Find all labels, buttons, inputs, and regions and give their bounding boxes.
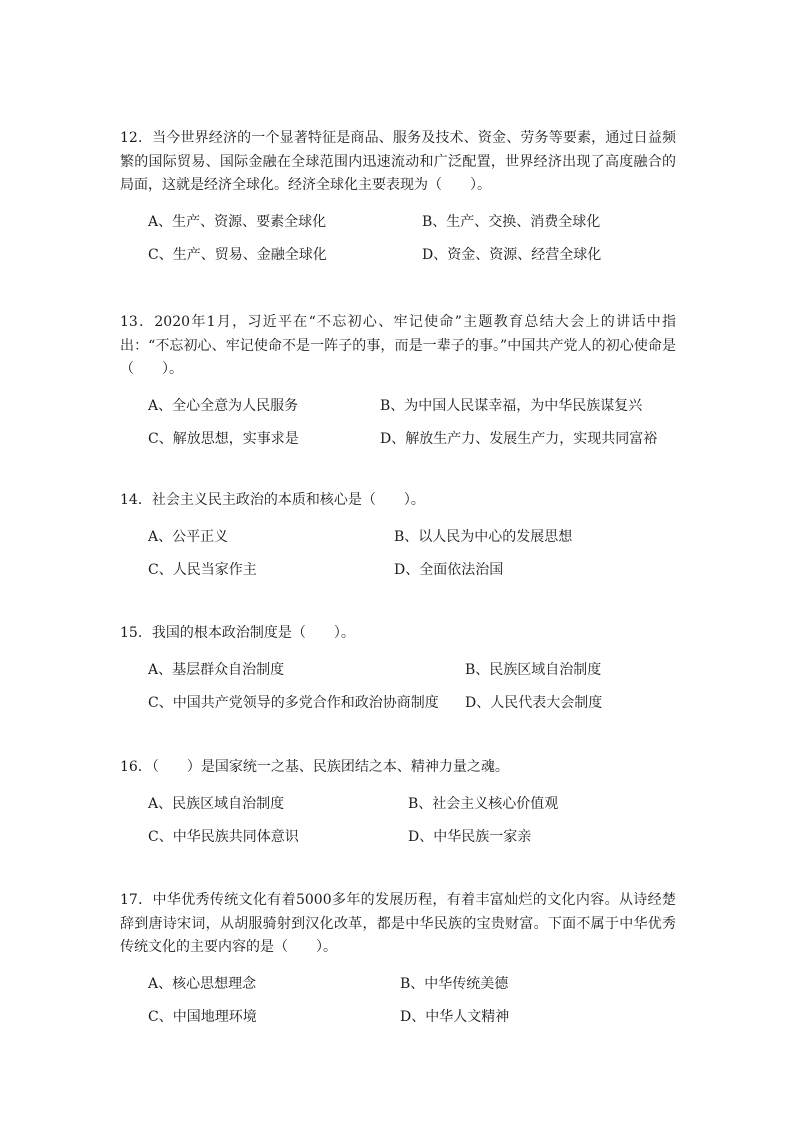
option-d: D、中华民族一家亲 bbox=[408, 828, 532, 845]
option-d: D、全面依法治国 bbox=[394, 561, 504, 578]
option-a: A、生产、资源、要素全球化 bbox=[148, 213, 327, 230]
option-row bbox=[148, 660, 676, 693]
option-b: B、民族区域自治制度 bbox=[465, 661, 602, 678]
question-stem: 12．当今世界经济的一个显著特征是商品、服务及技术、资金、劳务等要素，通过日益频繁的国际贸易、国际金融在全球范围内迅速流动和广泛配置，世界经济出现了高度融合的局面，这就是经济全球化。经济全球化主要表现为（ ）。 bbox=[120, 130, 676, 193]
option-b: B、社会主义核心价值观 bbox=[408, 795, 559, 812]
option-a: A、基层群众自治制度 bbox=[148, 661, 285, 678]
question-stem: 16．（ ）是国家统一之基、民族团结之本、精神力量之魂。 bbox=[120, 759, 509, 775]
option-row bbox=[148, 794, 676, 827]
option-list bbox=[148, 527, 676, 593]
question-stem: 14．社会主义民主政治的本质和核心是（ ）。 bbox=[120, 492, 425, 508]
option-list bbox=[148, 794, 676, 860]
option-row bbox=[148, 429, 676, 462]
option-d: D、人民代表大会制度 bbox=[465, 694, 603, 711]
option-row bbox=[148, 974, 676, 1007]
option-row bbox=[148, 1007, 676, 1040]
option-c: C、人民当家作主 bbox=[148, 561, 257, 578]
question-stem: 17．中华优秀传统文化有着5000多年的发展历程，有着丰富灿烂的文化内容。从诗经楚辞到唐诗宋词，从胡服骑射到汉化改革，都是中华民族的宝贵财富。下面不属于中华优秀传统文化的主要内容的是（ ）。 bbox=[120, 892, 676, 955]
option-a: A、民族区域自治制度 bbox=[148, 795, 285, 812]
option-list bbox=[148, 660, 676, 726]
option-a: A、全心全意为人民服务 bbox=[148, 397, 299, 414]
question-stem: 15．我国的根本政治制度是（ ）。 bbox=[120, 625, 355, 641]
option-d: D、资金、资源、经营全球化 bbox=[422, 246, 602, 263]
option-row bbox=[148, 527, 676, 560]
option-d: D、中华人文精神 bbox=[400, 1008, 510, 1025]
question-12 bbox=[120, 127, 676, 278]
option-d: D、解放生产力、发展生产力，实现共同富裕 bbox=[380, 430, 658, 447]
option-a: A、公平正义 bbox=[148, 528, 229, 545]
option-c: C、生产、贸易、金融全球化 bbox=[148, 246, 327, 263]
option-row bbox=[148, 396, 676, 429]
question-stem: 13．2020年1月，习近平在“不忘初心、牢记使命”主题教育总结大会上的讲话中指出：“不忘初心、牢记使命不是一阵子的事，而是一辈子的事。”中国共产党人的初心使命是（ ）。 bbox=[120, 314, 676, 377]
question-17 bbox=[120, 889, 676, 1040]
option-c: C、中国共产党领导的多党合作和政治协商制度 bbox=[148, 694, 439, 711]
option-b: B、为中国人民谋幸福，为中华民族谋复兴 bbox=[380, 397, 643, 414]
option-b: B、以人民为中心的发展思想 bbox=[394, 528, 573, 545]
option-list bbox=[148, 212, 676, 278]
question-13 bbox=[120, 311, 676, 462]
option-row bbox=[148, 560, 676, 593]
option-row bbox=[148, 212, 676, 245]
option-c: C、解放思想，实事求是 bbox=[148, 430, 299, 447]
option-row bbox=[148, 245, 676, 278]
option-list bbox=[148, 396, 676, 462]
question-16 bbox=[120, 756, 676, 860]
option-row bbox=[148, 693, 676, 726]
option-row bbox=[148, 827, 676, 860]
question-15 bbox=[120, 622, 676, 726]
option-a: A、核心思想理念 bbox=[148, 975, 257, 992]
option-c: C、中国地理环境 bbox=[148, 1008, 257, 1025]
question-14 bbox=[120, 489, 676, 593]
option-list bbox=[148, 974, 676, 1040]
option-b: B、中华传统美德 bbox=[400, 975, 509, 992]
option-b: B、生产、交换、消费全球化 bbox=[422, 213, 601, 230]
option-c: C、中华民族共同体意识 bbox=[148, 828, 299, 845]
